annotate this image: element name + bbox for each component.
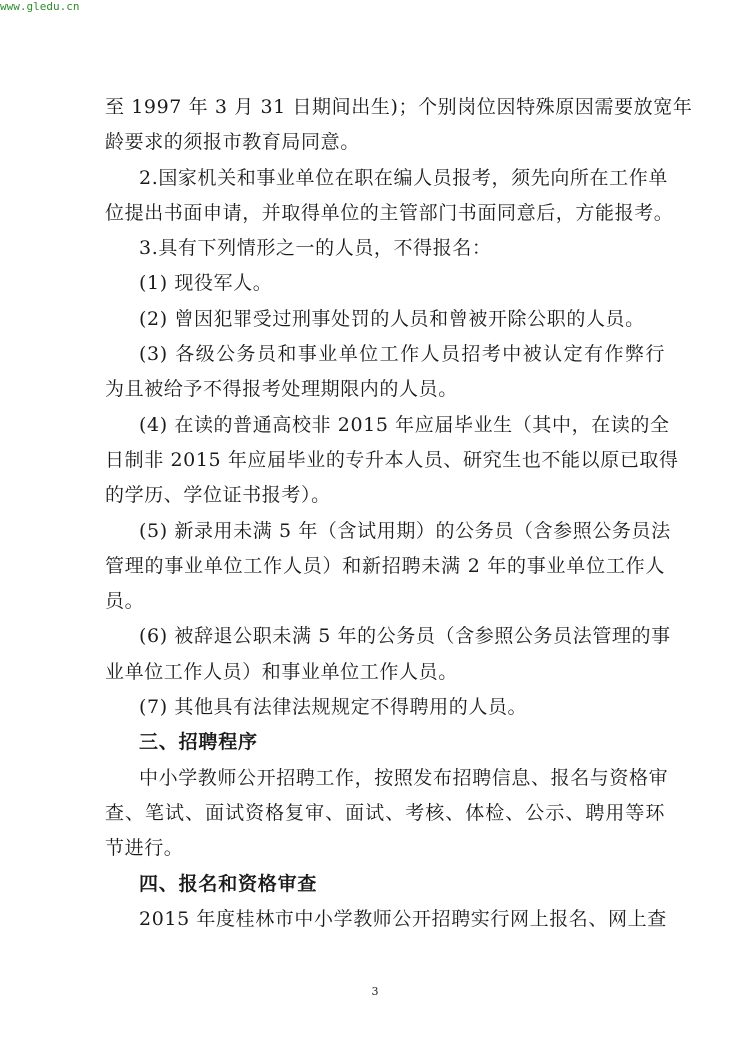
section-heading: 四、报名和资格审查 xyxy=(139,872,318,895)
list-item: (7) 其他具有法律法规规定不得聘用的人员。 xyxy=(139,696,528,719)
list-item: (1) 现役军人。 xyxy=(139,272,273,295)
text-line: 至 1997 年 3 月 31 日期间出生)；个别岗位因特殊原因需要放宽年 xyxy=(105,96,693,118)
text-line: 员。 xyxy=(105,590,145,613)
text-line: 3.具有下列情形之一的人员，不得报名： xyxy=(139,237,492,260)
list-item: (6) 被辞退公职未满 5 年的公务员（含参照公务员法管理的事 xyxy=(139,625,671,648)
list-item: (4) 在读的普通高校非 2015 年应届毕业生（其中，在读的全 xyxy=(139,413,670,436)
text-line: 为且被给予不得报考处理期限内的人员。 xyxy=(105,378,458,401)
text-line: 业单位工作人员）和事业单位工作人员。 xyxy=(105,660,458,683)
text-line: 节进行。 xyxy=(105,837,184,860)
list-item: (3) 各级公务员和事业单位工作人员招考中被认定有作弊行 xyxy=(139,343,665,366)
text-line: 查、笔试、面试资格复审、面试、考核、体检、公示、聘用等环 xyxy=(105,801,665,824)
text-line: 中小学教师公开招聘工作，按照发布招聘信息、报名与资格审 xyxy=(139,766,669,789)
document-body xyxy=(105,90,693,937)
list-item: (2) 曾因犯罪受过刑事处罚的人员和曾被开除公职的人员。 xyxy=(139,307,645,330)
list-item: (5) 新录用未满 5 年（含试用期）的公务员（含参照公务员法 xyxy=(139,519,671,542)
section-heading: 三、招聘程序 xyxy=(139,731,258,754)
text-line: 管理的事业单位工作人员）和新招聘未满 2 年的事业单位工作人 xyxy=(105,554,665,577)
text-line: 龄要求的须报市教育局同意。 xyxy=(105,131,360,154)
text-line: 的学历、学位证书报考）。 xyxy=(105,484,331,507)
text-line: 2015 年度桂林市中小学教师公开招聘实行网上报名、网上查 xyxy=(139,907,667,930)
text-line: 2.国家机关和事业单位在职在编人员报考，须先向所在工作单 xyxy=(139,166,668,189)
text-line: 位提出书面申请，并取得单位的主管部门书面同意后，方能报考。 xyxy=(105,201,674,224)
page-number: 3 xyxy=(371,985,379,998)
text-line: 日制非 2015 年应届毕业的专升本人员、研究生也不能以原已取得 xyxy=(105,448,679,471)
watermark-url: www.gledu.cn xyxy=(0,0,80,13)
